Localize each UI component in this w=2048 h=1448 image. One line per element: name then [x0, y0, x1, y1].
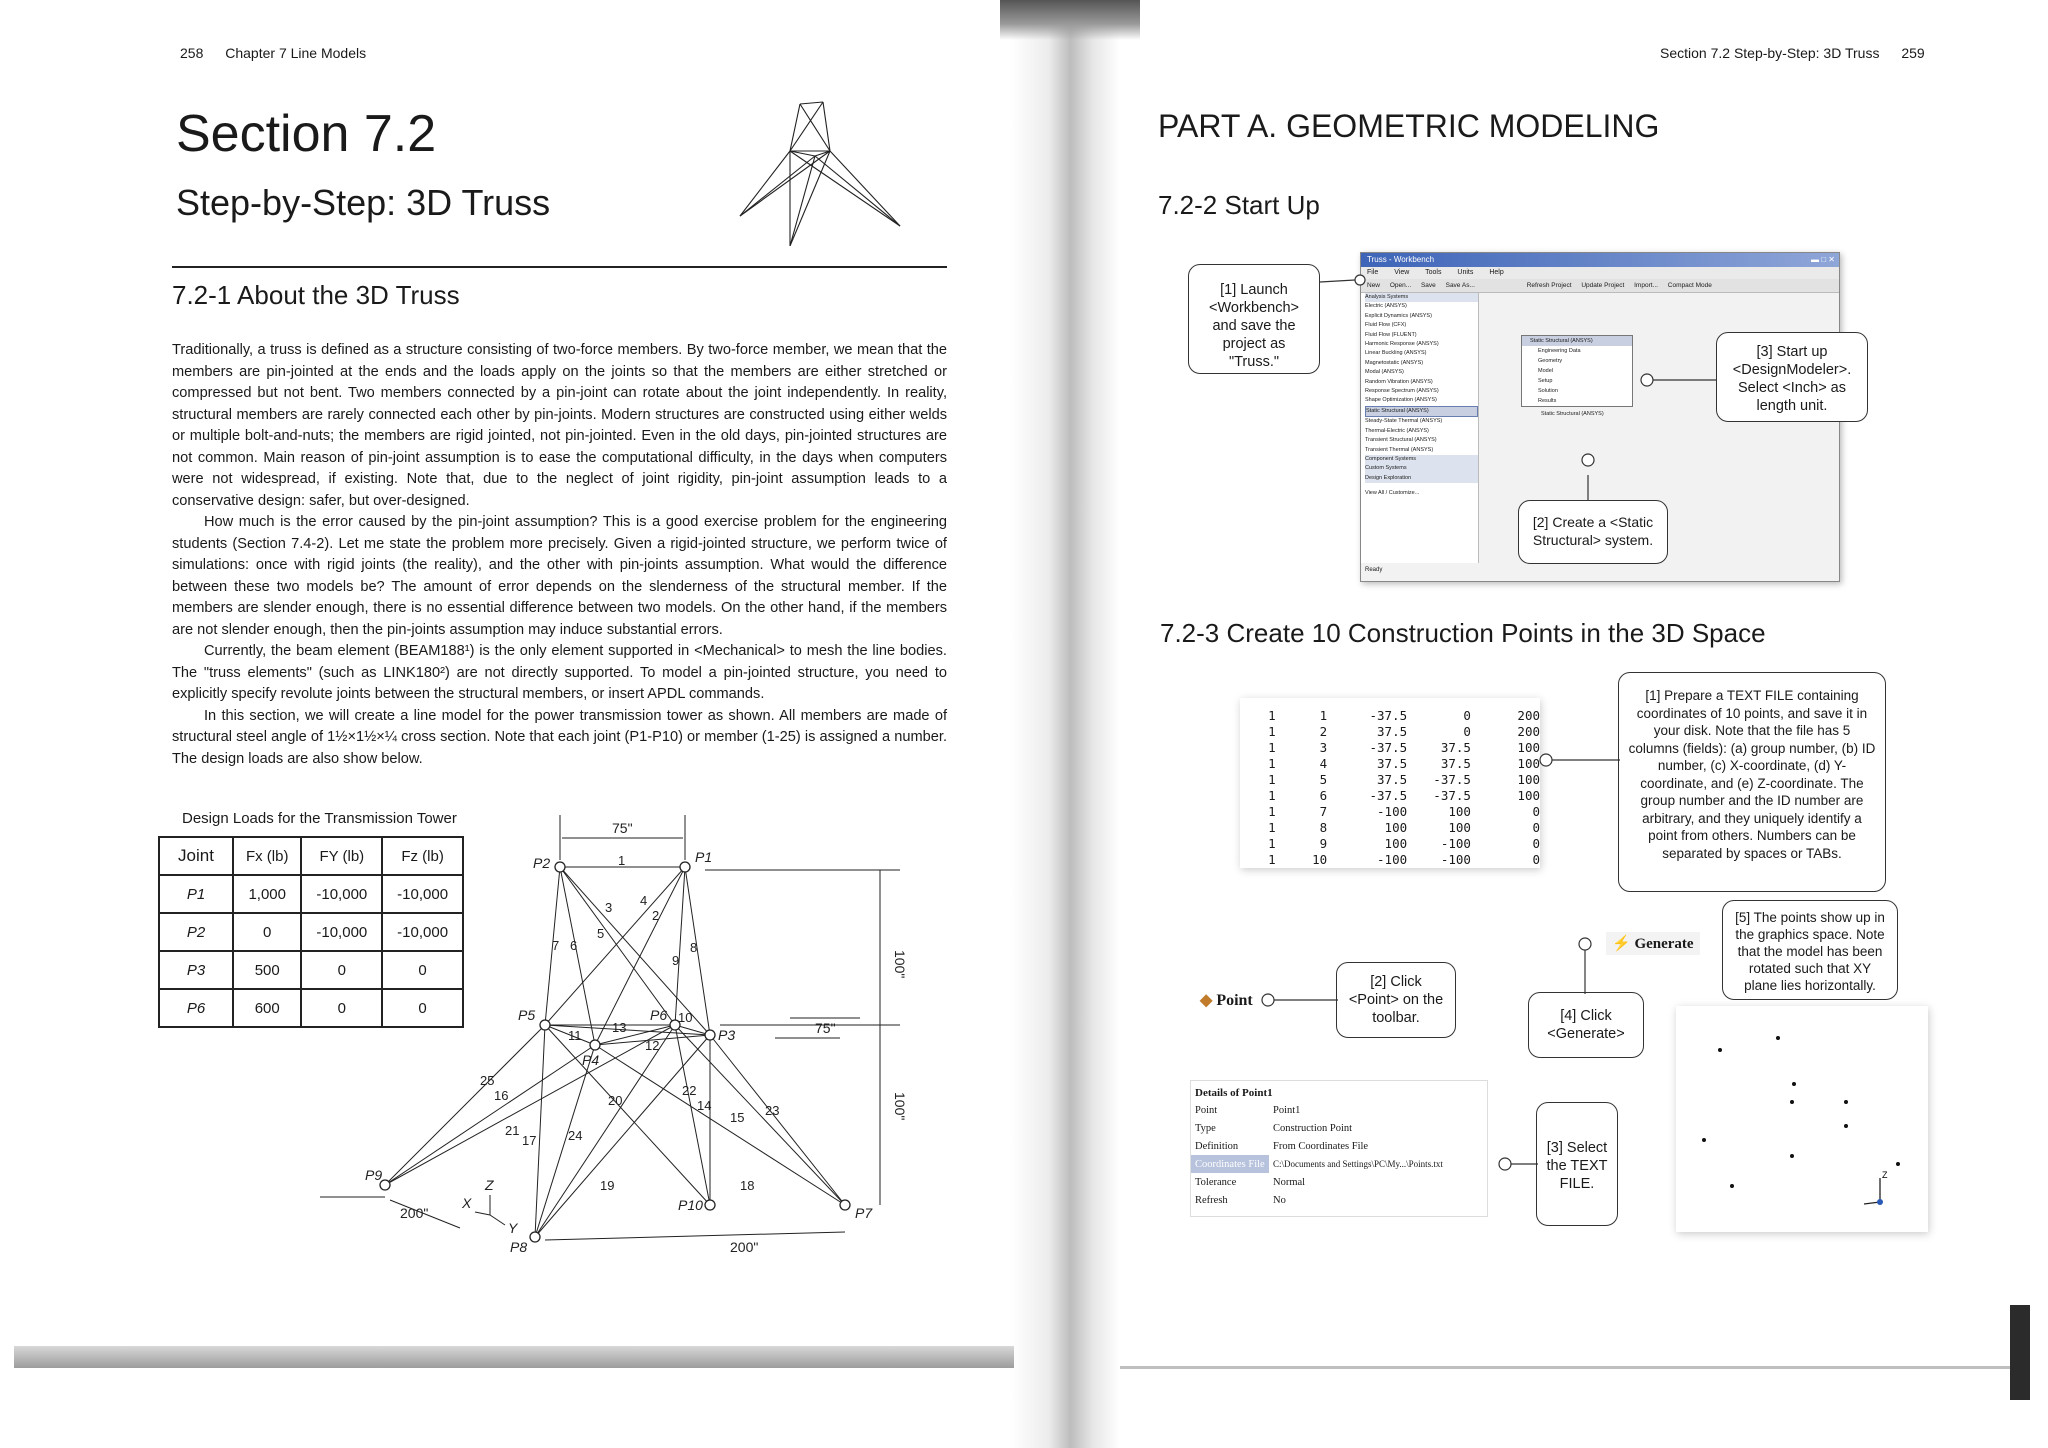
system-cell[interactable]: Solution — [1538, 388, 1558, 394]
system-cell[interactable]: Setup — [1538, 378, 1553, 384]
points-file-cell: -100 — [1377, 852, 1408, 867]
points-file-cell: 200 — [1517, 724, 1540, 739]
table-cell: 600 — [233, 989, 301, 1027]
joint-label: P6 — [650, 1007, 668, 1023]
callout-leader-file — [1480, 1152, 1540, 1182]
section-title: Section 7.2 — [176, 105, 437, 163]
details-row[interactable] — [1191, 1137, 1487, 1155]
joint-label: P9 — [365, 1167, 383, 1183]
paragraph-2: How much is the error caused by the pin-joint assumption? This is a good exercise problem for the engineering students (Section 7.4-2). Let me state the problem more precisely. Given a rigid-jointed structure, we perform twice of simulations: once with rigid joints (the reality), and the other with pin-joints assumption. What would the difference between these two models be? The amount of error depends on the slenderness of the structural member. If the members are slender enough, there is no essential difference between two models. On the other hand, if the members are not slender enough, then the pin-joints assumption may induce substantial errors. — [172, 514, 947, 638]
tower-icon — [735, 96, 905, 246]
table-cell: P3 — [159, 951, 233, 989]
points-file-cell: 0 — [1532, 836, 1540, 851]
points-file-cell: 3 — [1319, 740, 1328, 755]
points-file-cell: 0 — [1532, 804, 1540, 819]
status-bar: Ready — [1365, 567, 1383, 573]
details-key: Refresh — [1195, 1194, 1228, 1206]
toolbox-item-static-structural[interactable]: Static Structural (ANSYS) — [1365, 406, 1478, 417]
table-cell: P6 — [159, 989, 233, 1027]
member-label: 21 — [505, 1123, 520, 1138]
callout-leaders-722 — [1300, 260, 1900, 560]
points-file-cell: -100 — [1440, 852, 1471, 867]
details-title: Details of Point1 — [1195, 1087, 1273, 1099]
points-file-cell: 0 — [1532, 852, 1540, 867]
member-label: 22 — [682, 1083, 697, 1098]
point-icon: ◆ — [1200, 992, 1213, 1009]
points-file-cell: 1 — [1268, 852, 1276, 867]
points-file-cell: 9 — [1319, 836, 1328, 851]
system-cell[interactable]: Model — [1538, 368, 1553, 374]
points-file-cell: -37.5 — [1369, 740, 1408, 755]
toolbar-compact-mode-button[interactable]: Compact Mode — [1667, 282, 1712, 289]
workbench-title: Truss - Workbench — [1367, 255, 1435, 264]
points-file-cell: 4 — [1319, 756, 1328, 771]
table-cell: 0 — [233, 913, 301, 951]
system-caption: Static Structural (ANSYS) — [1541, 411, 1604, 417]
details-row[interactable] — [1191, 1173, 1487, 1191]
details-panel — [1190, 1080, 1488, 1217]
joint-label: P4 — [582, 1052, 600, 1068]
points-file-cell: 1 — [1268, 772, 1276, 787]
toolbar-save-button[interactable]: Save — [1420, 282, 1436, 289]
graphics-space[interactable] — [1676, 1006, 1928, 1232]
toolbox-item[interactable]: Electric (ANSYS) — [1365, 303, 1407, 310]
point-button-label: Point — [1216, 992, 1253, 1009]
details-value: Construction Point — [1273, 1122, 1353, 1134]
member-label: 9 — [672, 953, 680, 968]
callout-start-designmodeler: [3] Start up <DesignModeler>. Select <Inch> as length unit. — [1716, 332, 1868, 422]
points-file-row — [1250, 804, 1540, 820]
points-file-cell: -100 — [1440, 836, 1471, 851]
callout-launch-workbench: [1] Launch <Workbench> and save the project as "Truss." — [1188, 264, 1320, 374]
toolbox-item[interactable]: Harmonic Response (ANSYS) — [1365, 341, 1439, 348]
points-file-cell: 0 — [1463, 724, 1471, 739]
member-label: 10 — [678, 1010, 693, 1025]
points-file-cell: 100 — [1517, 788, 1540, 803]
dimension-label: 200" — [400, 1205, 429, 1221]
details-key: Coordinates File — [1191, 1155, 1269, 1173]
points-file-cell: 100 — [1517, 740, 1540, 755]
left-page-header — [180, 45, 366, 61]
points-file-cell: 1 — [1268, 820, 1276, 835]
details-key: Tolerance — [1195, 1176, 1237, 1188]
lightning-icon: ⚡ — [1612, 936, 1631, 952]
toolbox-item[interactable]: Thermal-Electric (ANSYS) — [1365, 427, 1429, 434]
toolbox-item[interactable]: Response Spectrum (ANSYS) — [1365, 388, 1439, 395]
toolbar-open-button[interactable]: Open... — [1389, 282, 1412, 289]
dimension-label: 75" — [612, 820, 633, 836]
toolbox-group[interactable]: Custom Systems — [1365, 464, 1478, 473]
menu-file[interactable]: File — [1367, 269, 1379, 276]
member-label: 4 — [640, 893, 648, 908]
point-toolbar-button[interactable] — [1200, 990, 1253, 1010]
generate-button-label: Generate — [1634, 936, 1694, 952]
axis-label: Y — [508, 1220, 518, 1236]
details-value: No — [1273, 1194, 1286, 1206]
table-cell: -10,000 — [382, 875, 463, 913]
member-label: 7 — [552, 938, 560, 953]
callout-prepare-text-file: [1] Prepare a TEXT FILE containing coordinates of 10 points, and save it in your disk. Note that the file has 5 columns (fields): (a) group number, (b) ID number, (c) X-coordinate, (d) Y-coordinate, and (e) Z-coordinate. The group number and the ID number are arbitrary, and they uniquely identify a point from others. Numbers can be separated by spaces or TABs. — [1618, 672, 1886, 892]
view-all-link[interactable]: View All / Customize... — [1365, 490, 1420, 497]
toolbox-item[interactable]: Transient Structural (ANSYS) — [1365, 437, 1437, 444]
points-file-row — [1250, 852, 1540, 868]
member-label: 24 — [568, 1128, 583, 1143]
points-file-cell: 10 — [1312, 852, 1328, 867]
joint-label: P8 — [510, 1239, 528, 1255]
points-file-cell: 100 — [1517, 772, 1540, 787]
member-label: 12 — [645, 1038, 660, 1053]
table-cell: 0 — [301, 951, 382, 989]
toolbar-refresh-button[interactable]: Refresh Project — [1526, 282, 1572, 289]
paragraph-4: In this section, we will create a line model for the power transmission tower as shown. All members are made of structural steel angle of 1½×1½×¼ cross section. Note that each joint (P1-P10) or member (1-25) is assigned a number. The design loads are also show below. — [172, 707, 947, 767]
page-bottom-edge-right — [1120, 1366, 2020, 1369]
points-file-cell: 100 — [1448, 820, 1471, 835]
member-label: 8 — [690, 940, 698, 955]
toolbox-item[interactable]: Shape Optimization (ANSYS) — [1365, 397, 1437, 404]
toolbox-item[interactable]: Linear Buckling (ANSYS) — [1365, 350, 1427, 357]
points-file-cell: -37.5 — [1433, 788, 1471, 803]
points-file-row — [1250, 820, 1540, 836]
toolbox-item[interactable]: Explicit Dynamics (ANSYS) — [1365, 312, 1432, 319]
system-cell[interactable]: Geometry — [1538, 358, 1563, 364]
toolbox-item[interactable]: Transient Thermal (ANSYS) — [1365, 446, 1434, 453]
details-value: From Coordinates File — [1273, 1140, 1369, 1152]
member-label: 17 — [522, 1133, 537, 1148]
table-cell: -10,000 — [301, 913, 382, 951]
points-file-cell: 100 — [1384, 820, 1408, 835]
menu-units[interactable]: Units — [1457, 269, 1474, 276]
points-file-cell: 8 — [1319, 820, 1328, 835]
system-cell[interactable]: Engineering Data — [1538, 348, 1581, 354]
details-value[interactable]: C:\Documents and Settings\PC\My...\Points.txt — [1273, 1159, 1443, 1169]
dimension-label: 100" — [892, 1092, 908, 1121]
joint-label: P3 — [718, 1027, 736, 1043]
member-label: 3 — [605, 900, 613, 915]
callout-points-show-up: [5] The points show up in the graphics space. Note that the model has been rotated such that XY plane lies horizontally. — [1722, 900, 1898, 1000]
table-caption: Design Loads for the Transmission Tower — [182, 810, 457, 827]
page-right-edge — [2010, 1305, 2030, 1400]
part-title: PART A. GEOMETRIC MODELING — [1158, 108, 1660, 144]
points-text-file — [1240, 698, 1540, 868]
table-cell: 0 — [382, 951, 463, 989]
toolbar-update-button[interactable]: Update Project — [1581, 282, 1625, 289]
points-file-row — [1250, 740, 1540, 756]
toolbox-item[interactable]: Steady-State Thermal (ANSYS) — [1365, 418, 1443, 425]
points-file-cell: 1 — [1268, 740, 1276, 755]
member-label: 18 — [740, 1178, 755, 1193]
details-key: Point — [1195, 1104, 1218, 1116]
member-label: 14 — [697, 1098, 712, 1113]
member-label: 19 — [600, 1178, 615, 1193]
left-page-number: 258 — [180, 45, 204, 61]
details-row[interactable] — [1191, 1119, 1487, 1137]
points-file-cell: 37.5 — [1440, 740, 1471, 755]
system-header[interactable]: Static Structural (ANSYS) — [1522, 336, 1632, 346]
paragraph-3: Currently, the beam element (BEAM188¹) is the only element supported in <Mechanical> to mesh the line bodies. The "truss elements" (such as LINK180²) are not directly supported. To model a pin-jointed structure, you need to explicitly specify revolute joints between the structural members, or insert APDL commands. — [172, 643, 947, 702]
toolbox-item[interactable]: Modal (ANSYS) — [1365, 369, 1404, 376]
axis-label: X — [462, 1195, 472, 1211]
callout-click-point: [2] Click <Point> on the toolbar. — [1336, 962, 1456, 1038]
member-label: 16 — [494, 1088, 509, 1103]
points-file-cell: -37.5 — [1433, 772, 1471, 787]
callout-leader-generate — [1570, 930, 1630, 995]
table-header: Fz (lb) — [382, 837, 463, 875]
table-cell: 0 — [382, 989, 463, 1027]
heading-7-2-1: 7.2-1 About the 3D Truss — [172, 280, 460, 310]
points-file-cell: 7 — [1319, 804, 1328, 819]
points-file-cell: 1 — [1268, 788, 1276, 803]
toolbox-item[interactable]: Fluid Flow (FLUENT) — [1365, 331, 1417, 338]
table-cell: P1 — [159, 875, 233, 913]
right-page-number: 259 — [1901, 45, 1925, 61]
menu-help[interactable]: Help — [1489, 269, 1504, 276]
member-label: 2 — [652, 908, 660, 923]
details-row-coordinates-file[interactable] — [1191, 1155, 1487, 1173]
toolbox-item[interactable]: Random Vibration (ANSYS) — [1365, 378, 1433, 385]
member-label: 1 — [618, 853, 626, 868]
truss-joints — [380, 862, 850, 1242]
details-key: Type — [1195, 1122, 1216, 1134]
toolbox-item[interactable]: Magnetostatic (ANSYS) — [1365, 359, 1424, 366]
points-file-cell: 0 — [1532, 820, 1540, 835]
paragraph-1: Traditionally, a truss is defined as a structure consisting of two-force members. By two-force member, we mean that the members are pin-jointed at the ends and the loads apply on the joints so that the members are either stretched or compressed but not bent. Two members connected by a pin-joint can rotate about the joint independently. In reality, structural members are rarely connected each other by pin-joints. Modern structures are constructed using either welds or multiple bolt-and-nuts; the members are rigid jointed, not pin-jointed. Even in the old days, pin-jointed structures are not common. Main reason of pin-joint assumption is to ease the computational difficulty, in the days when computers were not widespread, if existing. Note that, due to the neglect of joint rigidity, pin-joint assumption leads to a conservative design: safer, but over-designed. — [172, 342, 947, 509]
points-file-cell: 1 — [1268, 708, 1276, 723]
right-page-header — [1660, 45, 1925, 61]
joint-label: P1 — [695, 849, 713, 865]
details-row[interactable] — [1191, 1191, 1487, 1209]
heading-7-2-3: 7.2-3 Create 10 Construction Points in the 3D Space — [1160, 618, 1766, 648]
callout-leader-point — [1260, 985, 1340, 1015]
menu-view[interactable]: View — [1394, 269, 1410, 276]
joint-label: P5 — [518, 1007, 536, 1023]
points-file-cell: 0 — [1463, 708, 1471, 723]
page-bottom-edge — [14, 1346, 1014, 1368]
member-label: 23 — [765, 1103, 780, 1118]
truss-members — [320, 815, 900, 1240]
joint-label: P10 — [678, 1197, 703, 1213]
title-rule — [172, 266, 947, 268]
menu-tools[interactable]: Tools — [1425, 269, 1442, 276]
points-file-cell: 37.5 — [1377, 724, 1408, 739]
points-file-cell: 1 — [1268, 756, 1276, 771]
toolbox-group[interactable]: Analysis Systems — [1365, 293, 1478, 302]
joint-label: P7 — [855, 1205, 873, 1221]
member-label: 6 — [570, 938, 578, 953]
table-cell: 0 — [301, 989, 382, 1027]
left-chapter-title: Chapter 7 Line Models — [225, 45, 367, 61]
points-file-row — [1250, 756, 1540, 772]
axis-z-label: Z — [1882, 1170, 1888, 1180]
points-file-cell: 37.5 — [1440, 756, 1471, 771]
window-controls-icon[interactable]: ▬ □ ✕ — [1811, 255, 1835, 264]
callout-leader-points — [1530, 740, 1630, 780]
table-cell: 1,000 — [233, 875, 301, 913]
points-file-cell: 100 — [1517, 756, 1540, 771]
points-file-cell: 2 — [1319, 724, 1328, 739]
member-label: 11 — [568, 1028, 582, 1043]
right-section-title: Section 7.2 Step-by-Step: 3D Truss — [1660, 45, 1880, 61]
table-header: Fx (lb) — [233, 837, 301, 875]
toolbar-save-as-button[interactable]: Save As... — [1445, 282, 1475, 289]
details-value: Normal — [1273, 1176, 1306, 1188]
points-file-cell: 1 — [1268, 836, 1276, 851]
body-text — [172, 340, 947, 770]
points-file-cell: 1 — [1268, 724, 1276, 739]
details-value: Point1 — [1273, 1104, 1301, 1116]
heading-7-2-2: 7.2-2 Start Up — [1158, 190, 1320, 220]
toolbar-import-button[interactable]: Import... — [1634, 282, 1658, 289]
dimension-label: 75" — [815, 1020, 836, 1036]
member-label: 25 — [480, 1073, 495, 1088]
section-subtitle: Step-by-Step: 3D Truss — [176, 182, 551, 223]
table-cell: -10,000 — [382, 913, 463, 951]
points-file-row — [1250, 708, 1540, 724]
truss-diagram — [300, 800, 920, 1270]
points-file-cell: 37.5 — [1377, 756, 1408, 771]
table-header: FY (lb) — [301, 837, 382, 875]
points-file-cell: 6 — [1319, 788, 1328, 803]
callout-create-static-structural: [2] Create a <Static Structural> system. — [1518, 500, 1668, 564]
book-spine-shadow — [1010, 0, 1120, 1448]
member-label: 5 — [597, 926, 605, 941]
member-label: 15 — [730, 1110, 745, 1125]
points-file-cell: 37.5 — [1377, 772, 1408, 787]
points-table — [1250, 708, 1540, 868]
table-cell: 500 — [233, 951, 301, 989]
points-file-cell: 100 — [1448, 804, 1471, 819]
toolbox-item[interactable]: Fluid Flow (CFX) — [1365, 322, 1407, 329]
system-cell[interactable]: Results — [1538, 398, 1557, 404]
toolbar-new-button[interactable]: New — [1367, 282, 1381, 289]
callout-click-generate: [4] Click <Generate> — [1528, 992, 1644, 1058]
details-key: Definition — [1195, 1140, 1239, 1152]
callout-select-text-file: [3] Select the TEXT FILE. — [1536, 1102, 1618, 1226]
table-cell: P2 — [159, 913, 233, 951]
points-file-row — [1250, 772, 1540, 788]
dimension-label: 100" — [892, 950, 908, 979]
table-header: Joint — [159, 837, 233, 875]
member-label: 13 — [612, 1020, 627, 1035]
points-plot — [1676, 1006, 1928, 1232]
joint-label: P2 — [533, 855, 551, 871]
spine-top-shadow — [1000, 0, 1140, 40]
toolbox-group[interactable]: Design Exploration — [1365, 474, 1478, 483]
details-row[interactable] — [1191, 1101, 1487, 1119]
points-file-row — [1250, 788, 1540, 804]
details-table — [1191, 1101, 1487, 1209]
points-file-cell: -100 — [1377, 804, 1408, 819]
points-file-cell: 1 — [1268, 804, 1276, 819]
points-file-cell: 200 — [1517, 708, 1540, 723]
member-label: 20 — [608, 1093, 623, 1108]
axis-label: Z — [485, 1177, 494, 1193]
points-file-row — [1250, 724, 1540, 740]
points-file-cell: -37.5 — [1369, 788, 1408, 803]
points-file-row — [1250, 836, 1540, 852]
toolbox-group[interactable]: Component Systems — [1365, 455, 1478, 464]
table-cell: -10,000 — [301, 875, 382, 913]
points-file-cell: 5 — [1319, 772, 1328, 787]
dimension-label: 200" — [730, 1239, 759, 1255]
points-file-cell: 100 — [1384, 836, 1408, 851]
points-file-cell: -37.5 — [1369, 708, 1408, 723]
points-file-cell: 1 — [1319, 708, 1328, 723]
